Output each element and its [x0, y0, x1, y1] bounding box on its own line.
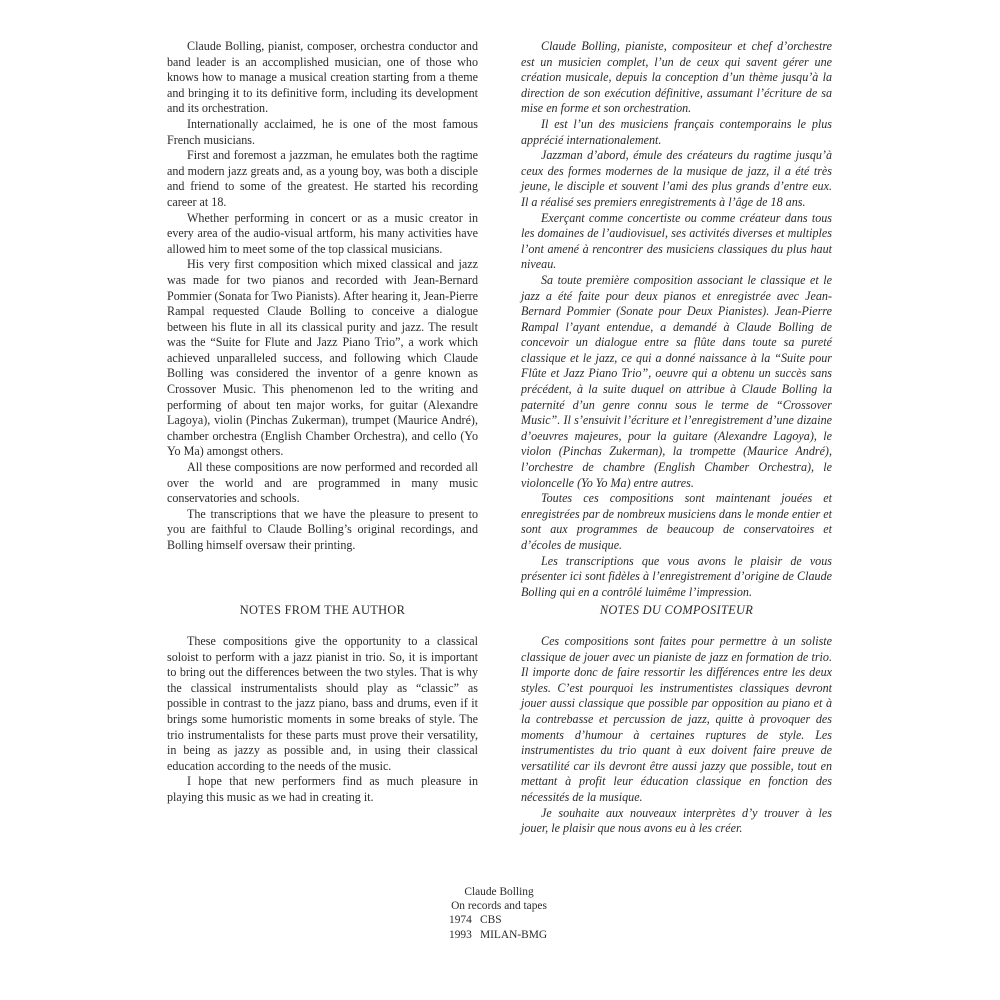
paragraph: These compositions give the opportunity to a classical soloist to perform with a jazz pianist in trio. So, it is important to bring out the differences between the two styles. That is why the classical instrumentalists should play as “classic” as possible in contrast to the jazz piano, bass and drums, even if it brings some humoristic moments in some breaks of style. The trio instrumentalists for these parts must prove their versatility, in being as jazzy as possible and, in using their classical education according to the needs of the music. [167, 634, 478, 773]
paragraph: First and foremost a jazzman, he emulates both the ragtime and modern jazz greats and, as a young boy, was both a disciple and friend to some of the greatest. He started his recording career at 18. [167, 148, 478, 209]
paragraph: Whether performing in concert or as a music creator in every area of the audio-visual artform, his many activities have allowed him to meet some of the top classical musicians. [167, 210, 478, 256]
english-notes-heading: NOTES FROM THE AUTHOR [239, 603, 406, 617]
release-year: 1993 [449, 928, 472, 941]
paragraph: His very first composition which mixed classical and jazz was made for two pianos and recorded with Jean-Bernard Pommier (Sonata for Two Pianists). After hearing it, Jean-Pierre Rampal requested Claude Bolling to conceive a dialogue between his flute in all its classical purity and jazz. The result was the “Suite for Flute and Jazz Piano Trio”, a work which achieved unparalleled success, and following which Claude Bolling was considered the inventor of a genre known as Crossover Music. This phenomenon led to the writing and performing of about ten major works, for guitar (Alexandre Lagoya), violin (Pinchas Zukerman), trumpet (Maurice André), chamber orchestra (English Chamber Orchestra), and cello (Yo Yo Ma) amongst others. [167, 257, 478, 459]
paragraph: The transcriptions that we have the pleasure to present to you are faithful to Claude Bolling’s original recordings, and Bolling himself oversaw their printing. [167, 506, 478, 552]
paragraph: I hope that new performers find as much pleasure in playing this music as we had in creating it. [167, 774, 478, 804]
paragraph: Il est l’un des musiciens français contemporains le plus apprécié internationalement. [521, 116, 832, 147]
paragraph: Toutes ces compositions sont maintenant jouées et enregistrées par de nombreux musiciens dans le monde entier et sont aux programmes de beaucoup de conservatoires et d’écoles de musique. [521, 491, 832, 552]
release-year: 1974 [449, 914, 472, 927]
footer-artist: Claude Bolling [464, 886, 534, 898]
discography-footer [449, 885, 549, 942]
release-label: CBS [480, 914, 502, 927]
paragraph: Sa toute première composition associant le classique et le jazz a été faite pour deux pianos et enregistrée avec Jean-Bernard Pommier (Sonate pour Deux Pianistes). Jean-Pierre Rampal l’ayant entendue, a demandé à Claude Bolling de concevoir un dialogue entre sa flûte dans toute sa pureté classique et le jazz, ce qui a donné naissance à la “Suite pour Flûte et Jazz Piano Trio”, oeuvre qui a obtenu un succès sans précédent, à la suite duquel on attribue à Claude Bolling la paternité d’un genre connu sous le terme de “Crossover Music”. Il s’ensuivit l’écriture et l’enregistrement d’une dizaine d’oeuvres majeures, pour la guitare (Alexandre Lagoya), le violon (Pinchas Zukerman), la trompette (Maurice André), l’orchestre de chambre (English Chamber Orchestra), le violoncelle (Yo Yo Ma) entre autres. [521, 272, 832, 490]
french-intro-column [521, 39, 832, 600]
paragraph: Claude Bolling, pianiste, compositeur et chef d’orchestre est un musicien complet, l’un de ceux qui savent gérer une création musicale, depuis la conception d’un thème jusqu’à la direction de son exécution définitive, assumant l’écriture de sa mise en forme et son orchestration. [521, 39, 832, 116]
paragraph: Exerçant comme concertiste ou comme créateur dans tous les domaines de l’audiovisuel, ses activités diverses et multiples l’ont amené à rencontrer des musiciens classiques du plus haut niveau. [521, 210, 832, 272]
paragraph: Claude Bolling, pianist, composer, orchestra conductor and band leader is an accomplished musician, one of those who knows how to manage a musical creation starting from a theme and bringing it to its definitive form, including its development and its orchestration. [167, 39, 478, 116]
paragraph: Jazzman d’abord, émule des créateurs du ragtime jusqu’à ceux des formes modernes de la musique de jazz, il a été très jeune, le disciple et souvent l’ami des plus grands d’entre eux. Il a réalisé ses premiers enregistrements à l’âge de 18 ans. [521, 148, 832, 209]
release-row [449, 913, 549, 927]
paragraph: Les transcriptions que vous avons le plaisir de vous présenter ici sont fidèles à l’enregistrement d’origine de Claude Bolling qui en a contrôlé luimême l’impression. [521, 553, 832, 599]
paragraph: Je souhaite aux nouveaux interprètes d’y trouver à les jouer, le plaisir que nous avons eu à les créer. [521, 805, 832, 836]
french-notes-heading: NOTES DU COMPOSITEUR [599, 603, 754, 617]
paragraph: All these compositions are now performed and recorded all over the world and are programmed in many music conservatories and schools. [167, 460, 478, 506]
french-notes-column [521, 634, 832, 837]
release-label: MILAN-BMG [480, 928, 548, 941]
paragraph: Ces compositions sont faites pour permettre à un soliste classique de jouer avec un pianiste de jazz en formation de trio. Il importe donc de faire ressortir les différences entre les deux styles. C’est pourquoi les instrumentistes classiques devront jouer aussi classique que possible par opposition au piano et à la contrebasse et percussion de jazz, quitte à provoquer des moments d’humour à certaines ruptures de style. Les instrumentistes du trio quant à eux doivent faire preuve de versatilité car ils devront être aussi jazzy que possible, tout en mettant à profit leur éducation classique en fonction des nécessités de la musique. [521, 634, 832, 804]
release-row [449, 928, 549, 942]
footer-subtitle: On records and tapes [451, 900, 547, 913]
english-notes-column [167, 634, 478, 806]
english-intro-column [167, 39, 478, 554]
paragraph: Internationally acclaimed, he is one of the most famous French musicians. [167, 116, 478, 147]
